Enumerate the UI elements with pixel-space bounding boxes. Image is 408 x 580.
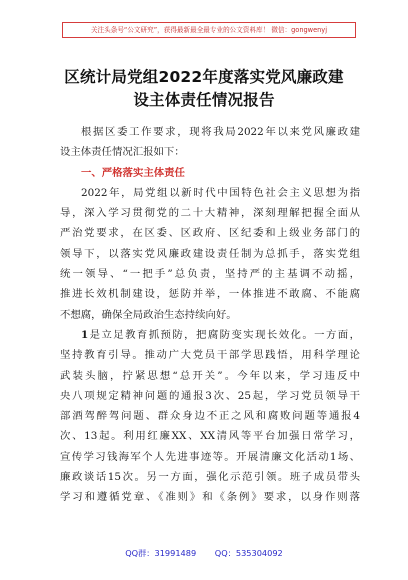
- paragraph-line: 部酒驾醉驾问题、群众身边不正之风和腐败问题等通报4: [60, 410, 360, 423]
- intro-line: 设主体责任情况汇报如下：: [60, 146, 185, 159]
- paragraph-line: 统一领导、“一把手”总负责，坚持严的主基调不动摇，: [60, 268, 360, 281]
- paragraph-line: 推进长效机制建设，惩防并举，一体推进不敢腐、不能腐: [60, 288, 360, 301]
- paragraph-line: 央八项规定精神问题的通报3次、25起，学习党员领导干: [60, 389, 360, 402]
- paragraph-line: 次、13起。利用红廉XX、XX清风等平台加强日常学习，: [60, 430, 360, 443]
- paragraph-line: 坚持教育引导。推动广大党员干部学思践悟，用科学理论: [60, 349, 360, 362]
- paragraph-line: 严治党要求，在区委、区政府、区纪委和上级业务部门的: [60, 227, 360, 240]
- footer-qq-group: QQ群：31991489: [125, 548, 197, 558]
- document-title-line-2: 设主体责任情况报告: [133, 91, 275, 109]
- footer-qq: QQ：535304092: [214, 548, 283, 558]
- paragraph-line: 不想腐，确保全局政治生态持续向好。: [60, 308, 237, 321]
- promo-banner: 关注头条号“公文研究”，获得最新最全最专业的公文资料库！ 微信：gongwenyj: [62, 22, 356, 38]
- paragraph-line: 宣传学习钱海军个人先进事迹等。开展清廉文化活动1场、: [60, 450, 360, 463]
- document-body: [60, 122, 360, 508]
- section-heading: 一、严格落实主体责任: [81, 166, 185, 179]
- paragraph-line: 廉政谈话15次。另一方面，强化示范引领。班子成员带头: [60, 471, 360, 484]
- paragraph-line: 武装头脑，拧紧思想“总开关”。今年以来，学习违反中: [60, 369, 360, 382]
- document-title-line-1: 区统计局党组2022年度落实党风廉政建: [64, 68, 344, 86]
- paragraph-line-text: 是立足教育抓预防，把腐防变实现长效化。一方面，: [88, 328, 360, 341]
- paragraph-line: 学习和遵循党章、《准则》和《条例》要求，以身作则落: [60, 491, 360, 504]
- page-footer: [0, 548, 408, 559]
- item-number: 1: [81, 328, 89, 341]
- paragraph-line: 2022年，局党组以新时代中国特色社会主义思想为指: [81, 186, 360, 199]
- paragraph-line: 导，深入学习贯彻党的二十大精神，深刻理解把握全面从: [60, 207, 360, 220]
- paragraph-line: [60, 325, 360, 345]
- paragraph-line: 领导下，以落实党风廉政建设责任制为总抓手，落实党组: [60, 247, 360, 260]
- intro-line: 根据区委工作要求，现将我局2022年以来党风廉政建: [81, 126, 360, 138]
